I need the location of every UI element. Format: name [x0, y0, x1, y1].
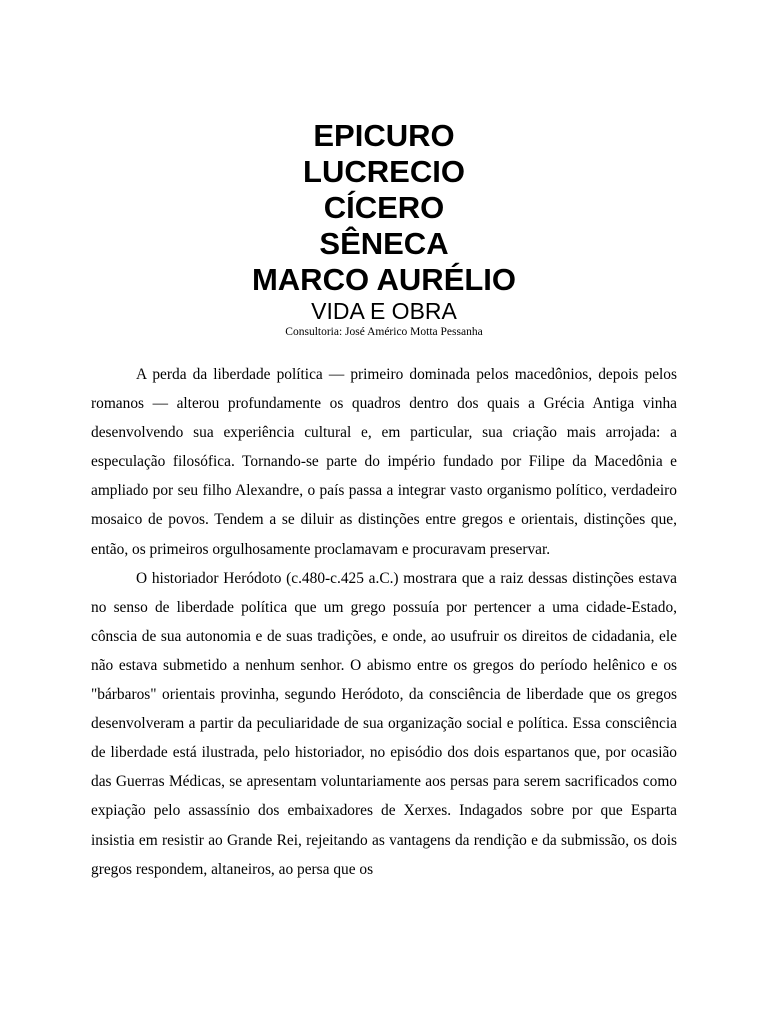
title-line-seneca: SÊNECA: [319, 226, 449, 261]
paragraph: O historiador Heródoto (c.480-c.425 a.C.) mostrara que a raiz dessas distinções estava no senso de liberdade política que um grego possuía por pertencer a uma cidade-Estado, cônscia de sua autonomia e de suas tradições, e onde, ao usufruir os direitos de cidadania, ele não estava submetido a nenhum senhor. O abismo entre os gregos do período helênico e os "bárbaros" orientais provinha, segundo Heródoto, da consciência de liberdade que os gregos desenvolveram a partir da peculiaridade de sua organização social e política. Essa consciência de liberdade está ilustrada, pelo historiador, no episódio dos dois espartanos que, por ocasião das Guerras Médicas, se apresentam voluntariamente aos persas para serem sacrificados como expiação pelo assassínio dos embaixadores de Xerxes. Indagados sobre por que Esparta insistia em resistir ao Grande Rei, rejeitando as vantagens da rendição e da submissão, os dois gregos respondem, altaneiros, ao persa que os: [91, 569, 677, 878]
title-line-marco-aurelio: MARCO AURÉLIO: [251, 262, 517, 297]
title-line-epicuro: EPICURO: [313, 118, 455, 153]
title-line-cicero: CÍCERO: [323, 190, 445, 225]
title-line-lucrecio: LUCRECIO: [303, 154, 465, 189]
subtitle: VIDA E OBRA: [311, 298, 457, 324]
body-text: [91, 360, 677, 884]
consultancy-credit: Consultoria: José Américo Motta Pessanha: [285, 326, 483, 338]
title-block: [0, 118, 768, 340]
paragraph: A perda da liberdade política — primeiro dominada pelos macedônios, depois pelos romanos — alterou profundamente os quadros dentro dos quais a Grécia Antiga vinha desenvolvendo sua experiência cultural e, em particular, sua criação mais arrojada: a especulação filosófica. Tornando-se parte do império fundado por Filipe da Macedônia e ampliado por seu filho Alexandre, o país passa a integrar vasto organismo político, verdadeiro mosaico de povos. Tendem a se diluir as distinções entre gregos e orientais, distinções que, então, os primeiros orgulhosamente proclamavam e procuravam preservar.: [91, 366, 677, 558]
